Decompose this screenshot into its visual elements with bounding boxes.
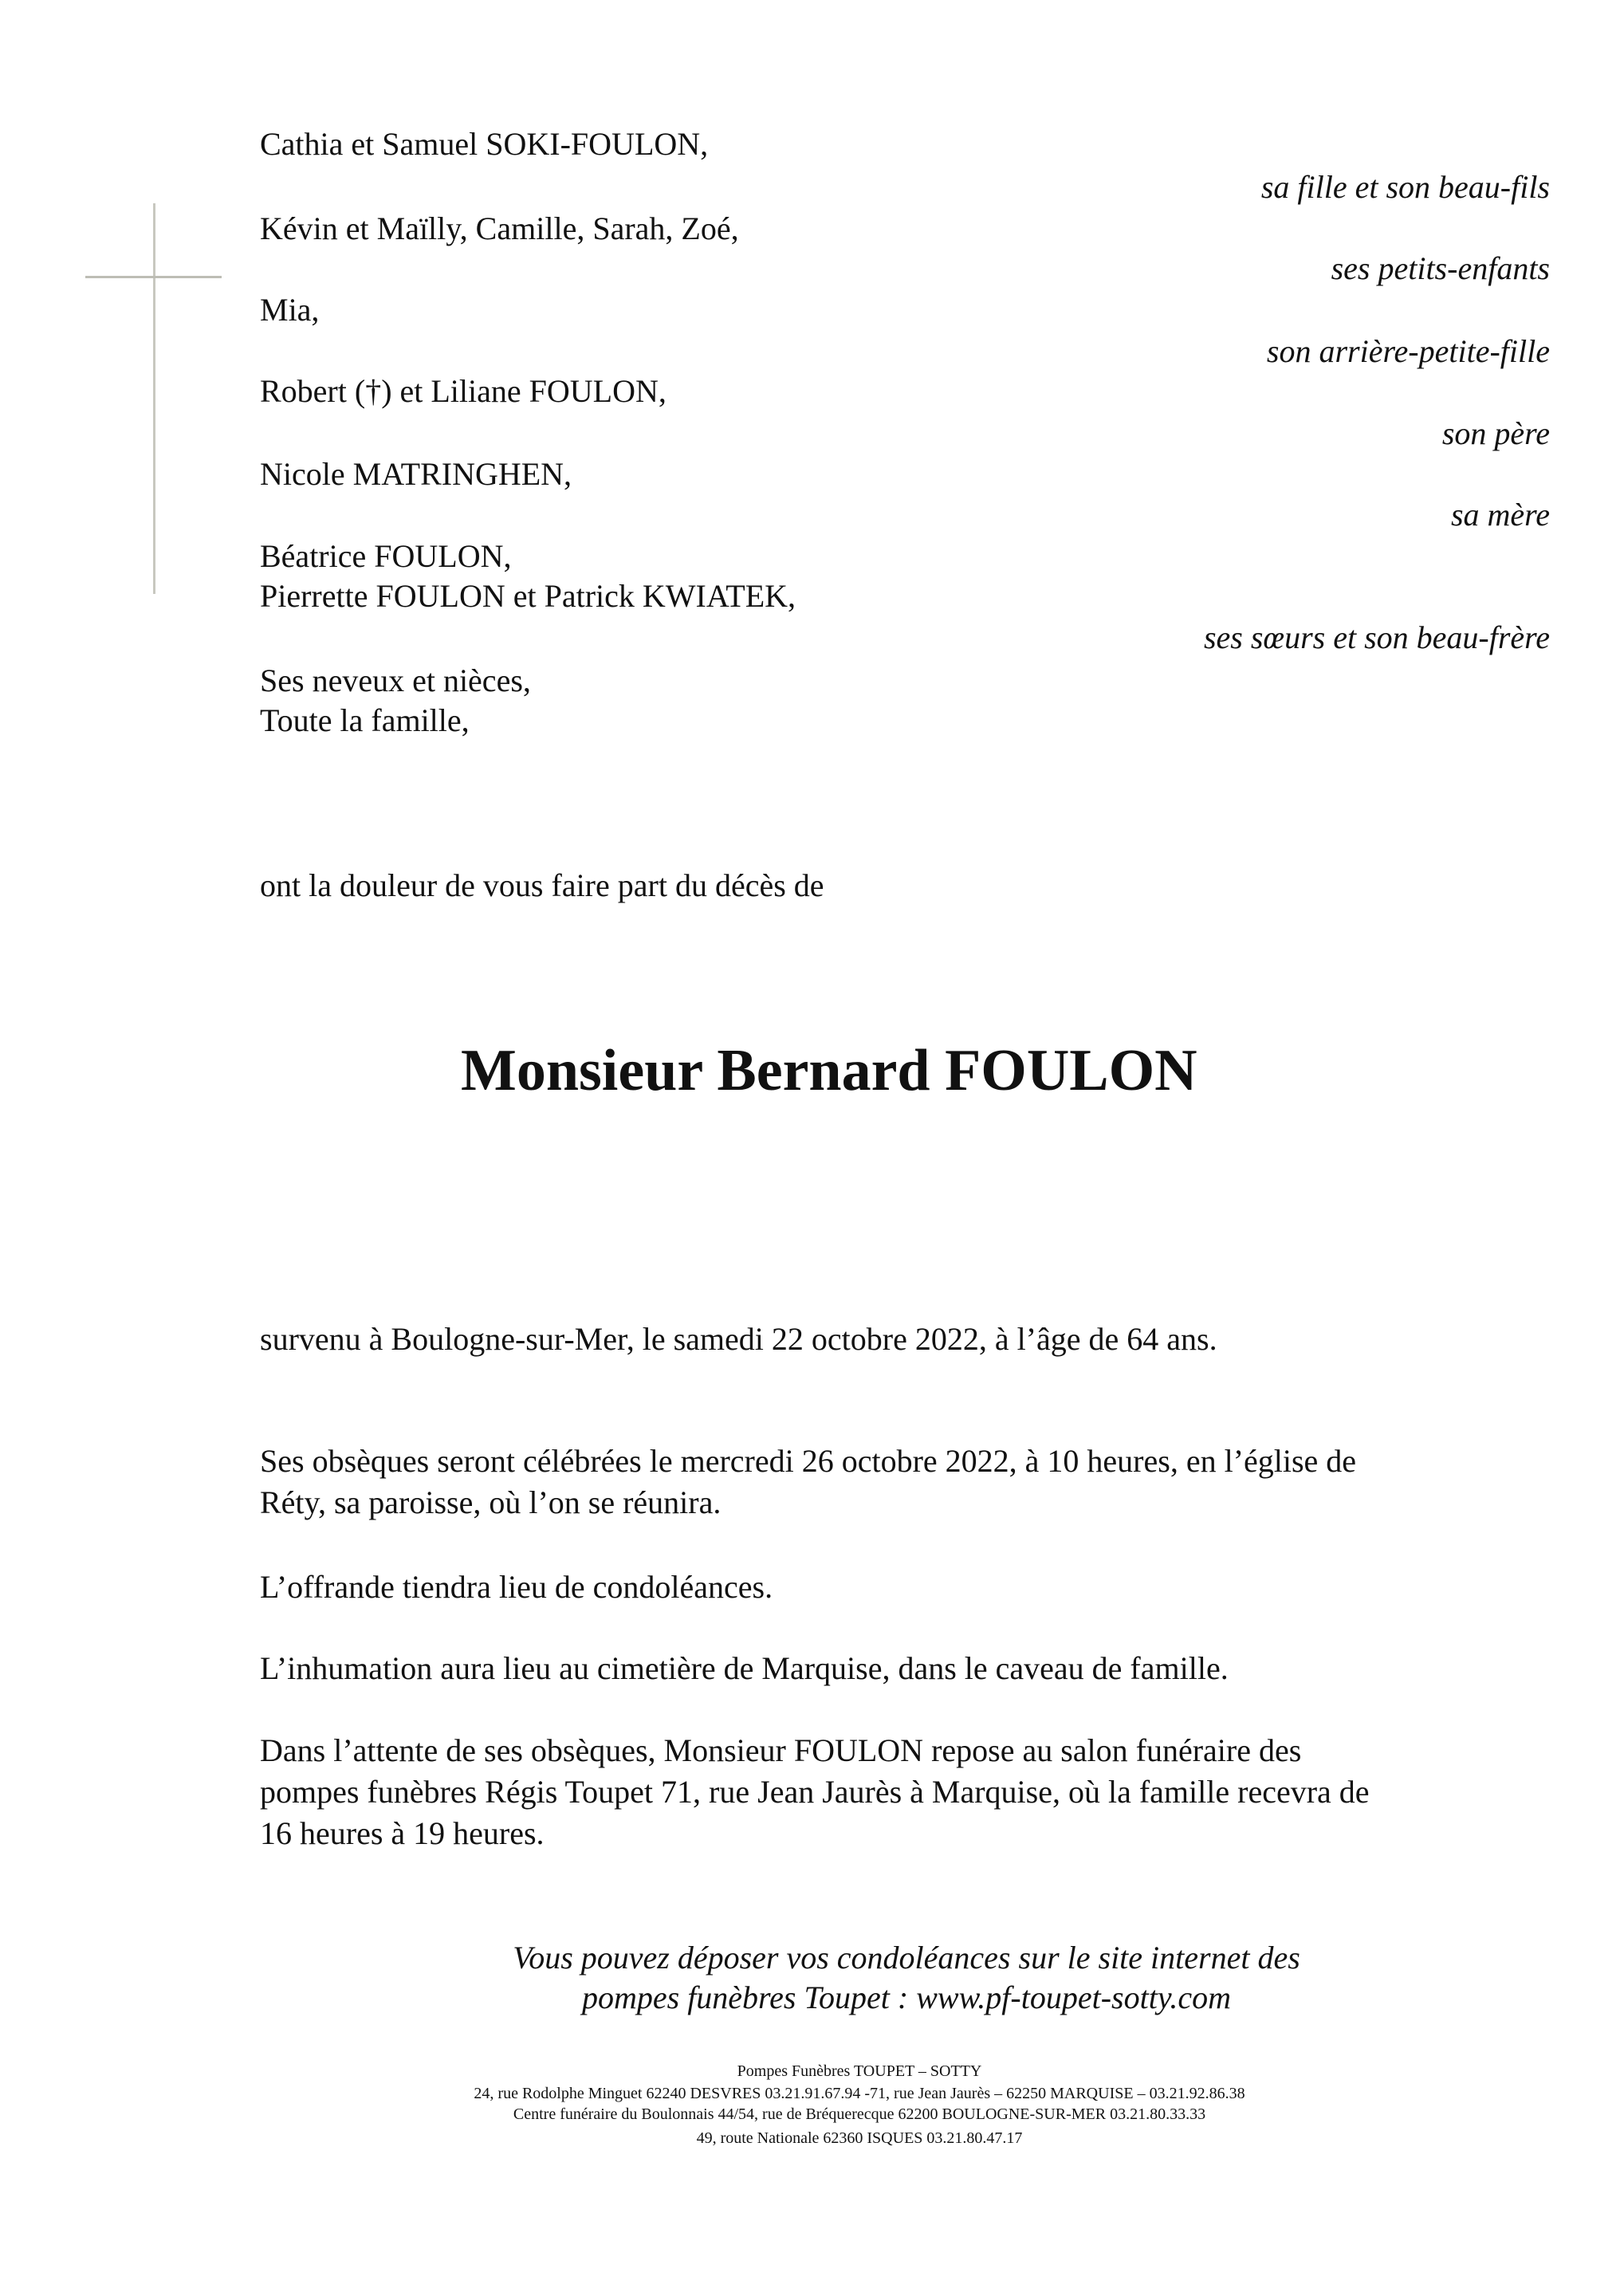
family-relation: son arrière-petite-fille — [1266, 333, 1550, 369]
cross-vertical — [153, 203, 155, 594]
family-name: Ses neveux et nièces, — [260, 662, 531, 698]
family-relation: sa fille et son beau-fils — [1260, 169, 1550, 205]
family-relation: son père — [1441, 415, 1550, 451]
condolences-line: Vous pouvez déposer vos condoléances sur le site internet des — [513, 1940, 1300, 1976]
paragraph-line: L’inhumation aura lieu au cimetière de Marquise, dans le caveau de famille. — [260, 1650, 1229, 1686]
cross-horizontal — [85, 276, 222, 278]
family-name: Toute la famille, — [260, 702, 470, 738]
intro-text: ont la douleur de vous faire part du décès de — [260, 867, 824, 903]
family-relation: sa mère — [1450, 497, 1550, 533]
footer-line: Pompes Funèbres TOUPET – SOTTY — [737, 2062, 982, 2080]
family-name: Robert (†) et Liliane FOULON, — [260, 373, 667, 409]
family-name: Mia, — [260, 292, 320, 328]
family-name: Kévin et Maïlly, Camille, Sarah, Zoé, — [260, 210, 739, 246]
paragraph-line: Ses obsèques seront célébrées le mercredi 26 octobre 2022, à 10 heures, en l’église de — [260, 1443, 1357, 1479]
family-name: Béatrice FOULON, — [260, 538, 512, 574]
family-relation: ses petits-enfants — [1331, 250, 1550, 286]
family-name: Nicole MATRINGHEN, — [260, 456, 572, 492]
footer-line: 49, route Nationale 62360 ISQUES 03.21.80.47.17 — [696, 2129, 1023, 2147]
paragraph-line: Dans l’attente de ses obsèques, Monsieur FOULON repose au salon funéraire des — [260, 1732, 1302, 1768]
footer-line: Centre funéraire du Boulonnais 44/54, rue de Bréquerecque 62200 BOULOGNE-SUR-MER 03.21.80.33.33 — [513, 2105, 1206, 2123]
condolences-line: pompes funèbres Toupet : www.pf-toupet-sotty.com — [581, 1980, 1232, 2015]
family-relation: ses sœurs et son beau-frère — [1203, 619, 1550, 655]
family-name: Pierrette FOULON et Patrick KWIATEK, — [260, 578, 796, 614]
family-name: Cathia et Samuel SOKI-FOULON, — [260, 126, 709, 162]
death-line: survenu à Boulogne-sur-Mer, le samedi 22 octobre 2022, à l’âge de 64 ans. — [260, 1321, 1217, 1357]
deceased-name: Monsieur Bernard FOULON — [461, 1038, 1197, 1103]
paragraph-line: 16 heures à 19 heures. — [260, 1815, 545, 1851]
footer-line: 24, rue Rodolphe Minguet 62240 DESVRES 03.21.91.67.94 -71, rue Jean Jaurès – 62250 MARQUISE – 03.21.92.86.38 — [474, 2085, 1245, 2102]
paragraph-line: L’offrande tiendra lieu de condoléances. — [260, 1569, 773, 1605]
paragraph-line: pompes funèbres Régis Toupet 71, rue Jean Jaurès à Marquise, où la famille recevra de — [260, 1774, 1370, 1810]
paragraph-line: Réty, sa paroisse, où l’on se réunira. — [260, 1484, 722, 1520]
